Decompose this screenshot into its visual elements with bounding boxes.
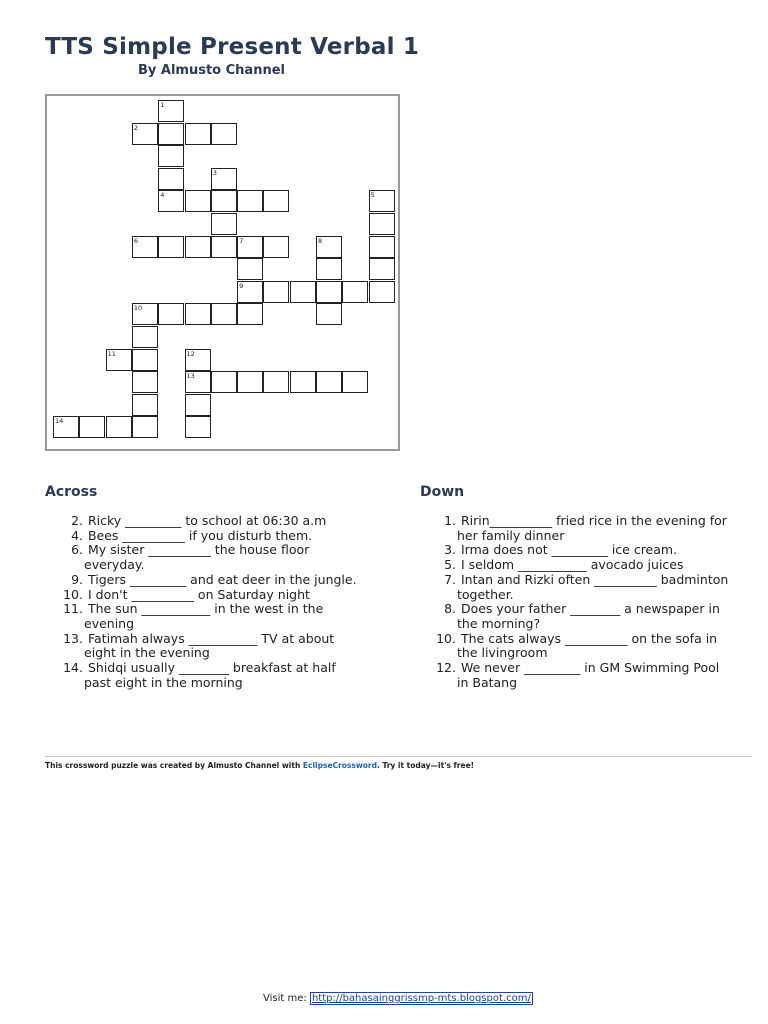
across-clue bbox=[52, 661, 357, 690]
footer-divider bbox=[45, 756, 752, 757]
clue-text: I seldom ___________ avocado juices bbox=[457, 557, 684, 573]
clue-number: 6. bbox=[71, 542, 83, 558]
across-clue bbox=[52, 632, 357, 661]
clue-number: 13. bbox=[63, 630, 83, 646]
clue-number: 13 bbox=[186, 372, 195, 381]
crossword-cell[interactable] bbox=[263, 190, 289, 212]
clue-text: My sister __________ the house floor everyday. bbox=[84, 542, 310, 573]
crossword-cell[interactable] bbox=[185, 190, 211, 212]
crossword-cell[interactable] bbox=[342, 371, 368, 393]
down-clue bbox=[425, 543, 730, 558]
clue-text: The sun ___________ in the west in the evening bbox=[84, 601, 324, 631]
crossword-cell[interactable] bbox=[237, 190, 263, 212]
down-clue bbox=[425, 558, 730, 573]
crossword-cell-8[interactable] bbox=[316, 236, 342, 258]
down-clue bbox=[425, 514, 730, 543]
crossword-cell[interactable] bbox=[316, 281, 342, 303]
crossword-cell[interactable] bbox=[316, 258, 342, 280]
crossword-cell[interactable] bbox=[158, 236, 184, 258]
clue-number: 10. bbox=[436, 630, 456, 646]
clue-number: 3 bbox=[212, 168, 217, 177]
crossword-cell[interactable] bbox=[132, 371, 158, 393]
clue-number: 5 bbox=[370, 191, 375, 200]
clue-number: 12. bbox=[436, 660, 456, 676]
footer-note-prefix: This crossword puzzle was created by Almusto Channel with bbox=[45, 761, 303, 770]
clue-number: 1. bbox=[444, 513, 456, 528]
crossword-cell[interactable] bbox=[185, 416, 211, 438]
crossword-cell[interactable] bbox=[369, 281, 395, 303]
down-clue bbox=[425, 573, 730, 602]
down-heading: Down bbox=[420, 484, 465, 500]
crossword-cell[interactable] bbox=[369, 236, 395, 258]
clue-number: 11. bbox=[63, 601, 83, 617]
crossword-cell[interactable] bbox=[211, 123, 237, 145]
crossword-cell[interactable] bbox=[263, 236, 289, 258]
down-clue-list bbox=[425, 514, 730, 690]
clue-text: Irma does not _________ ice cream. bbox=[457, 542, 678, 558]
crossword-cell[interactable] bbox=[132, 349, 158, 371]
clue-number: 10. bbox=[63, 586, 83, 602]
clue-number: 2 bbox=[133, 123, 139, 132]
crossword-cell-13[interactable] bbox=[185, 371, 211, 393]
crossword-cell[interactable] bbox=[185, 303, 211, 325]
crossword-cell-5[interactable] bbox=[369, 190, 395, 212]
crossword-cell[interactable] bbox=[185, 394, 211, 416]
blog-url-link[interactable]: http://bahasainggrissmp-mts.blogspot.com/ bbox=[311, 993, 531, 1004]
crossword-cell-12[interactable] bbox=[185, 349, 211, 371]
crossword-cell[interactable] bbox=[185, 236, 211, 258]
across-clue bbox=[52, 588, 357, 603]
clue-number: 7 bbox=[239, 236, 244, 245]
crossword-cell-1[interactable] bbox=[158, 100, 184, 122]
crossword-cell[interactable] bbox=[185, 123, 211, 145]
across-heading: Across bbox=[45, 484, 98, 500]
crossword-cell[interactable] bbox=[211, 236, 237, 258]
crossword-grid bbox=[47, 96, 398, 449]
clue-number: 10 bbox=[133, 304, 143, 313]
clue-text: I don't __________ on Saturday night bbox=[84, 586, 310, 602]
crossword-cell[interactable] bbox=[316, 303, 342, 325]
crossword-cell-14[interactable] bbox=[53, 416, 79, 438]
footer-note-suffix: . Try it today—it's free! bbox=[376, 761, 475, 770]
across-clue bbox=[52, 529, 357, 544]
clue-text: The cats always __________ on the sofa in the livingroom bbox=[457, 630, 718, 661]
clue-number: 8 bbox=[318, 236, 323, 245]
clue-text: Ricky _________ to school at 06:30 a.m bbox=[84, 513, 327, 528]
clue-text: We never _________ in GM Swimming Pool in Batang bbox=[457, 660, 720, 690]
clue-number: 2. bbox=[71, 513, 83, 528]
crossword-cell-9[interactable] bbox=[237, 281, 263, 303]
crossword-cell[interactable] bbox=[263, 281, 289, 303]
clue-number: 1 bbox=[160, 101, 165, 109]
crossword-cell[interactable] bbox=[211, 190, 237, 212]
crossword-cell-6[interactable] bbox=[132, 236, 158, 258]
across-clue bbox=[52, 514, 357, 529]
crossword-cell[interactable] bbox=[263, 371, 289, 393]
clue-number: 14. bbox=[63, 660, 83, 676]
across-clue bbox=[52, 602, 357, 631]
crossword-cell-4[interactable] bbox=[158, 190, 184, 212]
crossword-cell[interactable] bbox=[158, 145, 184, 167]
clue-number: 9. bbox=[71, 571, 83, 587]
crossword-grid-frame bbox=[45, 94, 400, 451]
footer-note bbox=[45, 761, 474, 770]
down-clue bbox=[425, 602, 730, 631]
crossword-cell[interactable] bbox=[369, 213, 395, 235]
crossword-cell-10[interactable] bbox=[132, 303, 158, 325]
down-clue bbox=[425, 632, 730, 661]
crossword-cell[interactable] bbox=[237, 258, 263, 280]
crossword-cell[interactable] bbox=[369, 258, 395, 280]
page-subtitle: By Almusto Channel bbox=[138, 63, 285, 78]
clue-number: 8. bbox=[444, 601, 456, 617]
visit-line bbox=[263, 993, 533, 1004]
across-clue bbox=[52, 573, 357, 588]
clue-number: 9 bbox=[239, 281, 244, 290]
crossword-cell-3[interactable] bbox=[211, 168, 237, 190]
across-clue-list bbox=[52, 514, 357, 690]
crossword-cell[interactable] bbox=[158, 168, 184, 190]
clue-number: 11 bbox=[107, 349, 116, 358]
crossword-cell-7[interactable] bbox=[237, 236, 263, 258]
clue-text: Does your father ________ a newspaper in the morning? bbox=[457, 601, 720, 631]
crossword-cell[interactable] bbox=[106, 416, 132, 438]
clue-number: 14 bbox=[55, 417, 64, 426]
crossword-cell[interactable] bbox=[211, 303, 237, 325]
crossword-cell[interactable] bbox=[290, 371, 316, 393]
crossword-cell[interactable] bbox=[158, 303, 184, 325]
crossword-cell[interactable] bbox=[158, 123, 184, 145]
crossword-cell[interactable] bbox=[132, 416, 158, 438]
crossword-cell-11[interactable] bbox=[106, 349, 132, 371]
crossword-cell[interactable] bbox=[79, 416, 105, 438]
clue-text: Tigers _________ and eat deer in the jungle. bbox=[84, 571, 357, 587]
crossword-cell[interactable] bbox=[237, 303, 263, 325]
crossword-cell[interactable] bbox=[211, 213, 237, 235]
clue-number: 4 bbox=[160, 191, 165, 200]
clue-text: Bees __________ if you disturb them. bbox=[84, 527, 313, 543]
across-clue bbox=[52, 543, 357, 572]
crossword-cell[interactable] bbox=[132, 394, 158, 416]
crossword-cell-2[interactable] bbox=[132, 123, 158, 145]
clue-text: Fatimah always ___________ TV at about eight in the evening bbox=[84, 630, 335, 661]
clue-text: Ririn__________ fried rice in the evening for her family dinner bbox=[457, 513, 727, 543]
clue-number: 5. bbox=[444, 557, 456, 573]
crossword-cell[interactable] bbox=[290, 281, 316, 303]
page-title: TTS Simple Present Verbal 1 bbox=[45, 34, 420, 60]
crossword-cell[interactable] bbox=[211, 371, 237, 393]
clue-number: 6 bbox=[133, 236, 139, 245]
eclipsecrossword-link[interactable]: EclipseCrossword bbox=[302, 761, 377, 770]
crossword-cell[interactable] bbox=[237, 371, 263, 393]
clue-text: Intan and Rizki often __________ badminton together. bbox=[457, 571, 729, 602]
crossword-cell[interactable] bbox=[342, 281, 368, 303]
clue-text: Shidqi usually ________ breakfast at half past eight in the morning bbox=[84, 660, 336, 690]
clue-number: 3. bbox=[444, 542, 456, 558]
crossword-cell[interactable] bbox=[132, 326, 158, 348]
visit-label: Visit me: bbox=[263, 993, 310, 1004]
down-clue bbox=[425, 661, 730, 690]
clue-number: 12 bbox=[186, 349, 195, 358]
clue-number: 7. bbox=[444, 571, 456, 587]
clue-number: 4. bbox=[71, 527, 83, 543]
crossword-cell[interactable] bbox=[316, 371, 342, 393]
